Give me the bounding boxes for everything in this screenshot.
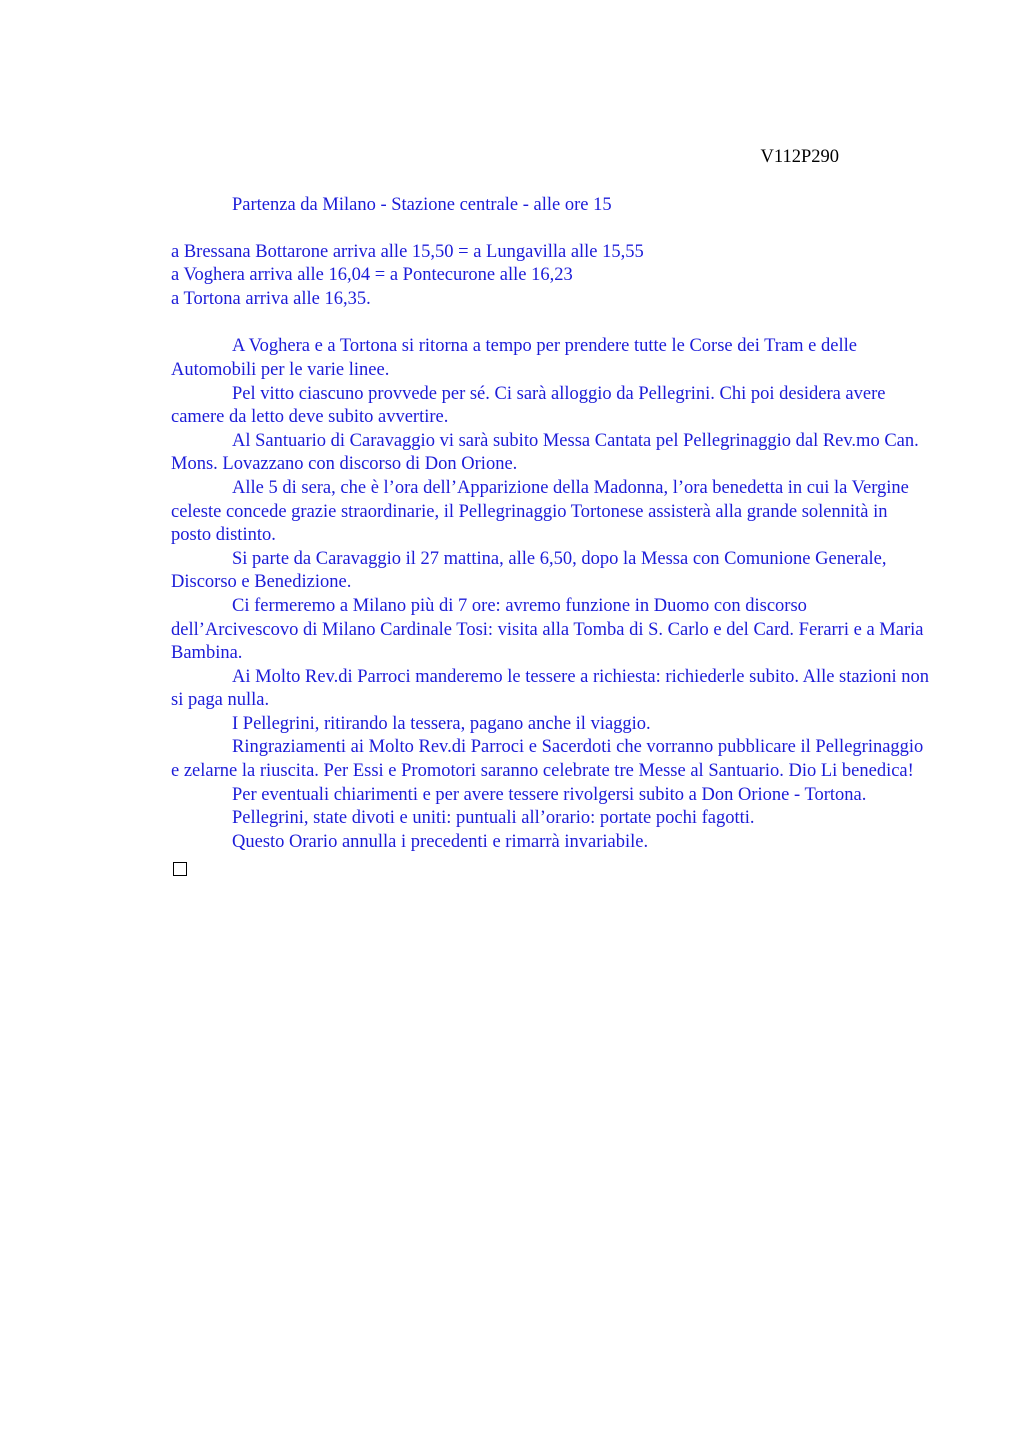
schedule-line: a Voghera arriva alle 16,04 = a Pontecurone alle 16,23 [171, 265, 573, 286]
notes-block [171, 335, 931, 854]
schedule-line: a Bressana Bottarone arriva alle 15,50 = a Lungavilla alle 15,55 [171, 241, 644, 262]
paragraph: Ai Molto Rev.di Parroci manderemo le tessere a richiesta: richiederle subito. Alle stazioni non si paga nulla. [171, 666, 929, 711]
paragraph: Si parte da Caravaggio il 27 mattina, alle 6,50, dopo la Messa con Comunione Generale, Discorso e Benedizione. [171, 548, 887, 593]
departure-line: Partenza da Milano - Stazione centrale - alle ore 15 [232, 195, 612, 215]
document-reference-code: V112P290 [760, 147, 839, 167]
paragraph: A Voghera e a Tortona si ritorna a tempo per prendere tutte le Corse dei Tram e delle Automobili per le varie linee. [171, 336, 857, 380]
paragraph: Pel vitto ciascuno provvede per sé. Ci sarà alloggio da Pellegrini. Chi poi desidera avere camere da letto deve subito avvertire. [171, 383, 886, 428]
document-body [171, 194, 931, 876]
paragraph: Per eventuali chiarimenti e per avere tessere rivolgersi subito a Don Orione - Tortona. [232, 784, 867, 805]
schedule-block [171, 241, 931, 312]
paragraph: Ringraziamenti ai Molto Rev.di Parroci e Sacerdoti che vorranno pubblicare il Pellegrinaggio e zelarne la riuscita. Per Essi e Promotori saranno celebrate tre Messe al Santuario. Dio Li benedica! [171, 737, 924, 782]
paragraph: I Pellegrini, ritirando la tessera, pagano anche il viaggio. [232, 713, 651, 734]
paragraph: Al Santuario di Caravaggio vi sarà subito Messa Cantata pel Pellegrinaggio dal Rev.mo Can. Mons. Lovazzano con discorso di Don Orione. [171, 430, 919, 475]
paragraph: Questo Orario annulla i precedenti e rimarrà invariabile. [232, 831, 649, 852]
end-marker-box-icon [173, 862, 187, 876]
paragraph: Alle 5 di sera, che è l’ora dell’Apparizione della Madonna, l’ora benedetta in cui la Vergine celeste concede grazie straordinarie, il Pellegrinaggio Tortonese assisterà alla grande solennità in posto distinto. [171, 477, 909, 546]
schedule-line: a Tortona arriva alle 16,35. [171, 288, 371, 309]
paragraph: Pellegrini, state divoti e uniti: puntuali all’orario: portate pochi fagotti. [232, 808, 755, 829]
paragraph: Ci fermeremo a Milano più di 7 ore: avremo funzione in Duomo con discorso dell’Arcivescovo di Milano Cardinale Tosi: visita alla Tomba di S. Carlo e del Card. Ferarri e a Maria Bambina. [171, 595, 924, 664]
